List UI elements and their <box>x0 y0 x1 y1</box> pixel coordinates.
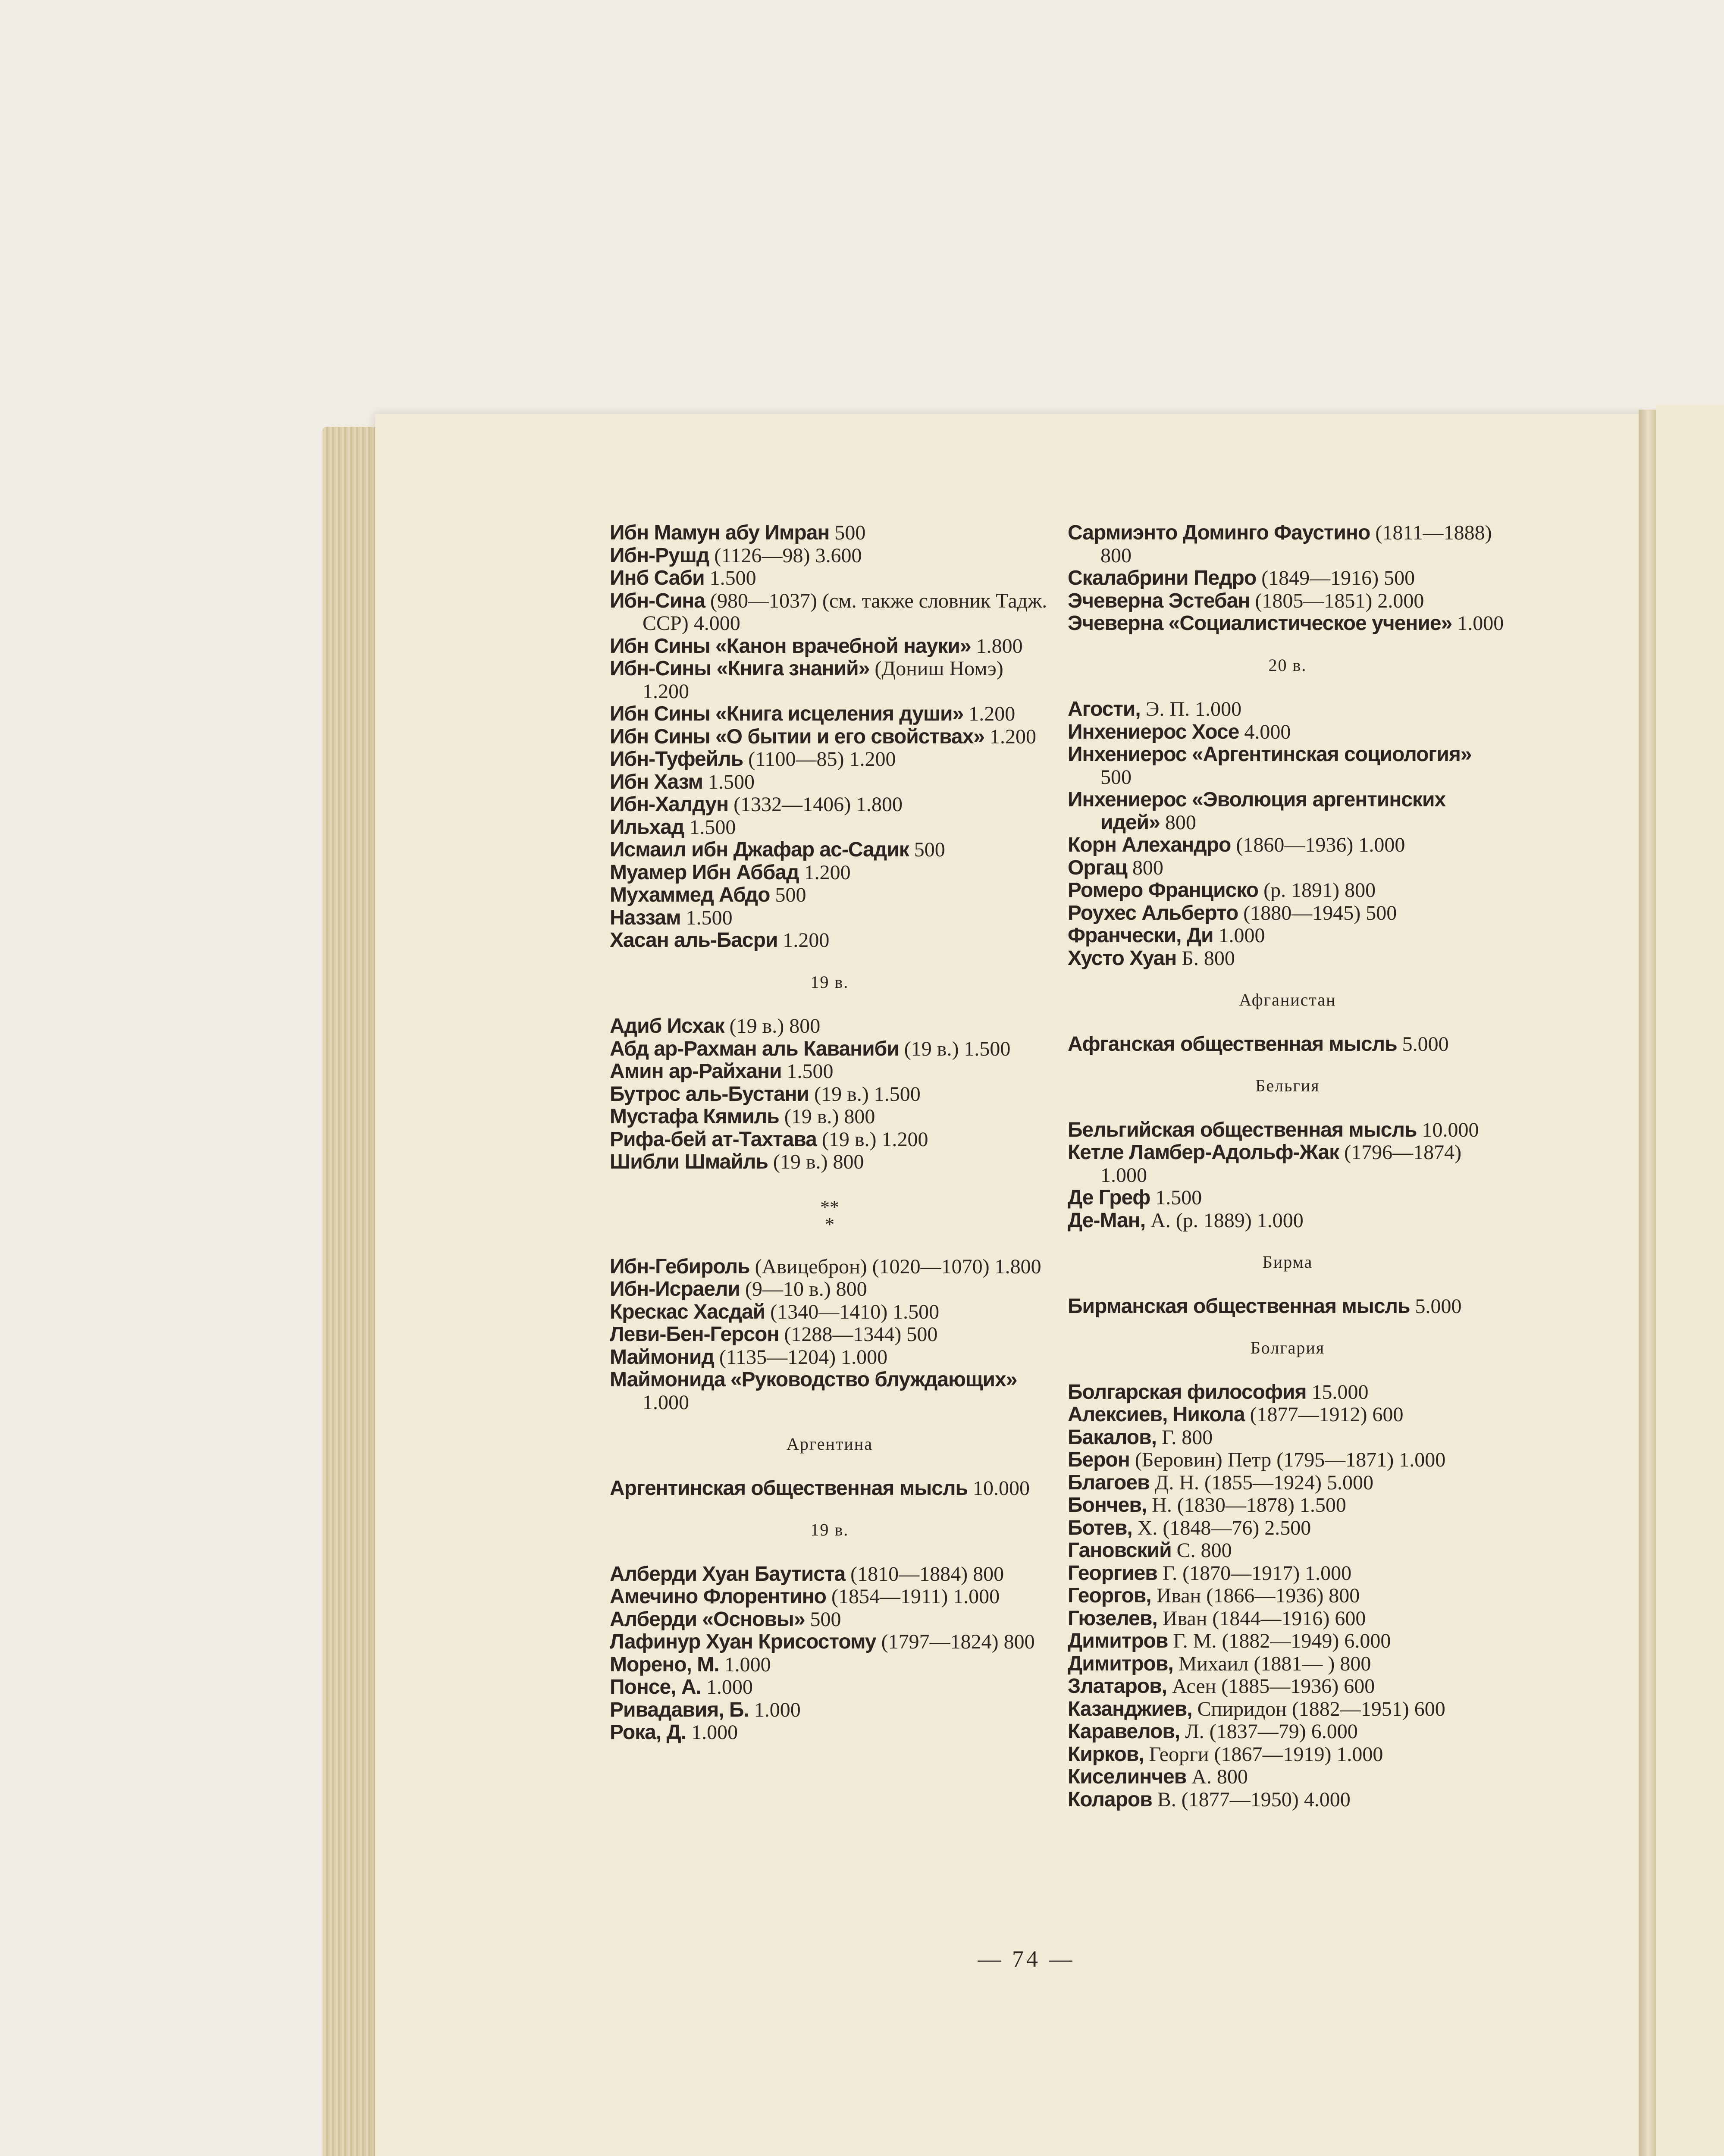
section-heading: Афганистан <box>1239 990 1336 1009</box>
entry-name: Ибн Мамун абу Имран <box>610 521 830 544</box>
index-entry <box>1068 1404 1508 1426</box>
index-entry <box>1068 879 1508 902</box>
entry-details: Н. (1830—1878) 1.500 <box>1152 1494 1346 1517</box>
entry-name: Бельгийская общественная мысль <box>1068 1118 1417 1141</box>
entry-name: Каравелов, <box>1068 1720 1180 1743</box>
entry-details: (Дониш Номэ) 1.200 <box>643 657 1003 703</box>
entry-details: 1.000 <box>754 1698 801 1721</box>
entry-details: 1.000 <box>691 1721 738 1744</box>
entry-details: (1811—1888) 800 <box>1100 521 1492 567</box>
index-entry <box>610 793 1050 816</box>
index-entry <box>610 1128 1050 1151</box>
index-entry <box>1068 789 1508 834</box>
entry-details: 1.200 <box>783 929 830 952</box>
entry-name: Бирманская общественная мысль <box>1068 1294 1410 1318</box>
index-entry <box>1068 1187 1508 1210</box>
entry-name: Ибн-Исраели <box>610 1278 740 1300</box>
entry-name: Инб Саби <box>610 567 705 589</box>
entry-name: Крескас Хасдай <box>610 1300 765 1323</box>
entry-details: Георги (1867—1919) 1.000 <box>1149 1742 1383 1766</box>
entry-name: Алексиев, Никола <box>1068 1403 1245 1426</box>
entry-details: (1288—1344) 500 <box>784 1323 938 1346</box>
entry-name: Маймонид <box>610 1345 714 1369</box>
entry-details: 1.000 <box>1218 924 1265 947</box>
entry-name: Понсе, А. <box>610 1676 701 1698</box>
index-entry <box>610 1676 1050 1699</box>
entry-name: Амечино Флорентино <box>610 1585 826 1608</box>
entry-name: Мухаммед Абдо <box>610 884 770 906</box>
index-entry <box>1068 1698 1508 1721</box>
entry-details: С. 800 <box>1176 1539 1232 1562</box>
entry-details: Л. (1837—79) 6.000 <box>1185 1720 1358 1743</box>
entry-name: Адиб Исхак <box>610 1015 724 1037</box>
index-entry <box>610 1301 1050 1324</box>
index-entry <box>1068 1033 1508 1056</box>
entry-details: (1100—85) 1.200 <box>748 748 896 771</box>
index-entry <box>610 590 1050 635</box>
section-heading: Бельгия <box>1255 1076 1320 1095</box>
index-entry <box>1068 924 1508 947</box>
entry-details: 1.000 <box>706 1676 753 1698</box>
index-entry <box>610 1477 1050 1500</box>
page-number: — 74 — <box>978 1946 1075 1972</box>
entry-name: Гюзелев, <box>1068 1607 1157 1630</box>
entry-name: Ибн-Сины «Книга знаний» <box>610 657 870 680</box>
index-entry <box>610 703 1050 726</box>
index-entry <box>610 771 1050 794</box>
index-entry <box>610 1083 1050 1106</box>
entry-name: Афганская общественная мысль <box>1068 1032 1397 1056</box>
entry-name: Ибн Сины «Канон врачебной науки» <box>610 634 971 658</box>
entry-details: (Авицеброн) (1020—1070) 1.800 <box>755 1255 1041 1278</box>
index-entry <box>610 1654 1050 1677</box>
entry-name: Эчеверна «Социалистическое учение» <box>1068 612 1452 635</box>
index-entry <box>610 1631 1050 1654</box>
entry-details: (19 в.) 1.500 <box>814 1082 921 1106</box>
index-entry <box>1068 1653 1508 1676</box>
index-entry <box>610 1721 1050 1744</box>
entry-name: Бутрос аль-Бустани <box>610 1082 809 1106</box>
index-entry <box>1068 1472 1508 1495</box>
entry-details: (1126—98) 3.600 <box>714 544 862 567</box>
entry-name: Аргентинская общественная мысль <box>610 1476 968 1500</box>
entry-details: Спиридон (1882—1951) 600 <box>1197 1697 1445 1720</box>
index-entry <box>610 1151 1050 1174</box>
entry-name: Ибн-Халдун <box>610 793 729 816</box>
index-entry <box>1068 590 1508 613</box>
entry-details: 500 <box>810 1608 841 1631</box>
entry-details: 10.000 <box>972 1476 1030 1500</box>
entry-details: Э. П. 1.000 <box>1145 698 1242 721</box>
entry-name: Ромеро Франциско <box>1068 879 1259 902</box>
index-entry <box>1068 1585 1508 1608</box>
index-entry <box>1068 947 1508 970</box>
entry-details: Г. М. (1882—1949) 6.000 <box>1173 1630 1391 1652</box>
entry-name: Корн Алехандро <box>1068 834 1231 856</box>
entry-name: Ильхад <box>610 815 684 839</box>
entry-name: Кирков, <box>1068 1742 1144 1766</box>
entry-name: Маймонида «Руководство блуждающих» <box>610 1368 1017 1391</box>
index-entry <box>1068 1675 1508 1698</box>
index-entry <box>1068 1426 1508 1449</box>
index-entry <box>610 635 1050 658</box>
entry-name: Ибн-Гебироль <box>610 1255 750 1278</box>
entry-details: Х. (1848—76) 2.500 <box>1137 1516 1311 1539</box>
entry-name: Ибн Хазм <box>610 770 703 793</box>
index-entry <box>1068 1539 1508 1562</box>
entry-name: Ибн-Сина <box>610 589 705 612</box>
entry-details: (9—10 в.) 800 <box>745 1278 867 1300</box>
entry-name: Ботев, <box>1068 1516 1132 1539</box>
index-entry <box>1068 1766 1508 1789</box>
index-entry <box>610 1256 1050 1279</box>
entry-details: 500 <box>834 521 866 544</box>
entry-details: 10.000 <box>1422 1118 1479 1141</box>
entry-details: 5.000 <box>1415 1294 1462 1318</box>
entry-details: (1797—1824) 800 <box>881 1630 1035 1653</box>
entry-details: (1805—1851) 2.000 <box>1255 589 1424 612</box>
index-entry <box>1068 1119 1508 1142</box>
entry-name: Златаров, <box>1068 1675 1167 1698</box>
index-entry <box>610 567 1050 590</box>
entry-details: 800 <box>1165 811 1196 834</box>
entry-details: 15.000 <box>1311 1380 1369 1404</box>
index-entry <box>610 1278 1050 1301</box>
entry-name: Казанджиев, <box>1068 1697 1192 1720</box>
entry-details: (1810—1884) 800 <box>850 1562 1004 1586</box>
entry-details: (1860—1936) 1.000 <box>1236 834 1405 856</box>
entry-details: 4.000 <box>1244 720 1291 743</box>
entry-name: Лафинур Хуан Крисостому <box>610 1630 876 1653</box>
index-entry <box>610 1369 1050 1414</box>
index-entry <box>1068 902 1508 925</box>
entry-name: Берон <box>1068 1448 1130 1471</box>
index-entry <box>610 1106 1050 1128</box>
entry-details: 1.800 <box>976 634 1023 658</box>
entry-name: Ривадавия, Б. <box>610 1698 749 1721</box>
entry-details: 1.500 <box>709 567 756 589</box>
entry-details: 1.000 <box>724 1653 771 1676</box>
index-entry <box>610 522 1050 545</box>
entry-name: Хусто Хуан <box>1068 946 1177 970</box>
index-entry <box>610 726 1050 749</box>
index-entry <box>1068 1720 1508 1743</box>
entry-details: 500 <box>775 884 806 906</box>
entry-details: Иван (1844—1916) 600 <box>1162 1607 1366 1630</box>
entry-name: Оргац <box>1068 856 1127 879</box>
entry-name: Хасан аль-Басри <box>610 929 778 952</box>
entry-name: Эчеверна Эстебан <box>1068 589 1250 612</box>
entry-name: Исмаил ибн Джафар ас-Садик <box>610 838 909 861</box>
entry-details: (19 в.) 800 <box>773 1150 864 1173</box>
entry-name: Скалабрини Педро <box>1068 567 1257 589</box>
entry-name: Франчески, Ди <box>1068 924 1213 947</box>
entry-details: 1.200 <box>989 725 1036 748</box>
index-entry <box>610 1586 1050 1608</box>
entry-details: Г. (1870—1917) 1.000 <box>1162 1561 1352 1585</box>
entry-name: Ибн-Рушд <box>610 544 709 567</box>
entry-details: (1849—1916) 500 <box>1261 567 1415 589</box>
entry-details: 1.500 <box>1155 1186 1202 1209</box>
entry-name: Ибн Сины «Книга исцеления души» <box>610 702 964 725</box>
index-entry <box>1068 1789 1508 1811</box>
entry-details: (1877—1912) 600 <box>1250 1403 1404 1426</box>
entry-name: Мустафа Кямиль <box>610 1105 779 1128</box>
index-entry <box>1068 1630 1508 1653</box>
index-entry <box>610 748 1050 771</box>
entry-name: Ибн-Туфейль <box>610 748 743 771</box>
index-entry <box>1068 743 1508 789</box>
entry-details: А. (р. 1889) 1.000 <box>1150 1209 1304 1232</box>
entry-name: Сармиэнто Доминго Фаустино <box>1068 521 1370 544</box>
index-entry <box>610 1038 1050 1061</box>
entry-name: Киселинчев <box>1068 1765 1187 1788</box>
entry-details: 1.000 <box>1457 612 1504 635</box>
index-entry <box>610 1060 1050 1083</box>
entry-details: 1.500 <box>787 1060 834 1083</box>
entry-details: (19 в.) 800 <box>784 1105 875 1128</box>
entry-details: (1135—1204) 1.000 <box>719 1345 888 1369</box>
section-heading: Болгария <box>1250 1338 1325 1357</box>
index-entry <box>1068 612 1508 635</box>
entry-name: Морено, М. <box>610 1653 719 1676</box>
index-entry <box>610 658 1050 703</box>
section-heading: 19 в. <box>810 972 849 992</box>
entry-details: 500 <box>1100 765 1132 789</box>
entry-details: (1880—1945) 500 <box>1243 901 1397 924</box>
entry-details: Михаил (1881— ) 800 <box>1178 1652 1371 1675</box>
entry-name: Алберди Хуан Баутиста <box>610 1562 846 1586</box>
entry-details: (Беровин) Петр (1795—1871) 1.000 <box>1135 1448 1446 1471</box>
index-entry <box>610 1563 1050 1586</box>
index-entry <box>610 862 1050 884</box>
section-heading: Бирма <box>1262 1252 1313 1272</box>
entry-name: Муамер Ибн Аббад <box>610 861 799 884</box>
entry-details: 1.000 <box>643 1391 689 1414</box>
entry-details: Г. 800 <box>1161 1426 1213 1449</box>
entry-details: (р. 1891) 800 <box>1263 879 1376 902</box>
entry-details: Д. Н. (1855—1924) 5.000 <box>1154 1471 1373 1494</box>
entry-name: Болгарская философия <box>1068 1380 1307 1404</box>
entry-details: (19 в.) 800 <box>729 1015 821 1037</box>
index-entry <box>1068 698 1508 721</box>
index-entry <box>1068 1449 1508 1472</box>
entry-details: (1340—1410) 1.500 <box>770 1300 940 1323</box>
index-entry <box>1068 1141 1508 1187</box>
index-entry <box>1068 1381 1508 1404</box>
index-entry <box>1068 834 1508 857</box>
entry-details: 1.500 <box>708 770 755 793</box>
index-entry <box>1068 721 1508 744</box>
entry-details: 5.000 <box>1402 1032 1449 1056</box>
entry-name: Бакалов, <box>1068 1426 1157 1449</box>
entry-name: Леви-Бен-Герсон <box>610 1323 779 1346</box>
index-entry <box>1068 1210 1508 1232</box>
entry-name: Димитров, <box>1068 1652 1173 1675</box>
entry-name: Алберди «Основы» <box>610 1608 805 1631</box>
entry-details: 800 <box>1132 856 1163 879</box>
entry-name: Наззам <box>610 906 681 929</box>
entry-name: Инхениерос «Аргентинская социология» <box>1068 743 1472 766</box>
index-entry <box>610 929 1050 952</box>
entry-details: Асен (1885—1936) 600 <box>1172 1675 1375 1698</box>
entry-details: (1796—1874) 1.000 <box>1100 1141 1462 1187</box>
index-entry <box>1068 567 1508 590</box>
entry-name: Ибн Сины «О бытии и его свойствах» <box>610 725 984 748</box>
section-heading: 19 в. <box>810 1520 849 1539</box>
entry-details: (19 в.) 1.200 <box>821 1128 928 1151</box>
index-entry <box>610 907 1050 930</box>
index-entry <box>1068 1743 1508 1766</box>
right-column <box>1068 522 1508 1811</box>
entry-details: 500 <box>914 838 945 861</box>
entry-details: 1.500 <box>689 815 736 839</box>
entry-name: Рока, Д. <box>610 1721 686 1744</box>
index-entry <box>610 816 1050 839</box>
index-entry <box>1068 857 1508 880</box>
entry-name: Георгиев <box>1068 1561 1157 1585</box>
entry-details: (1854—1911) 1.000 <box>831 1585 1000 1608</box>
entry-name: Агости, <box>1068 698 1141 721</box>
section-heading: Аргентина <box>787 1434 873 1454</box>
entry-details: А. 800 <box>1191 1765 1248 1788</box>
index-entry <box>1068 1608 1508 1630</box>
index-entry <box>1068 1562 1508 1585</box>
entry-details: Иван (1866—1936) 800 <box>1156 1584 1360 1607</box>
entry-name: Де Греф <box>1068 1186 1150 1209</box>
entry-name: Кетле Ламбер-Адольф-Жак <box>1068 1141 1339 1164</box>
index-entry <box>1068 1517 1508 1540</box>
index-entry <box>610 1608 1050 1631</box>
entry-name: Абд ар-Рахман аль Каваниби <box>610 1037 899 1060</box>
index-entry <box>610 1699 1050 1722</box>
index-entry <box>1068 1295 1508 1318</box>
entry-details: (19 в.) 1.500 <box>904 1037 1011 1060</box>
entry-name: Бончев, <box>1068 1494 1147 1517</box>
entry-details: 1.200 <box>969 702 1016 725</box>
entry-name: Димитров <box>1068 1630 1168 1652</box>
index-entry <box>610 545 1050 567</box>
entry-name: Коларов <box>1068 1788 1152 1811</box>
index-entry <box>610 839 1050 862</box>
index-entry <box>1068 522 1508 567</box>
entry-details: (1332—1406) 1.800 <box>733 793 903 816</box>
section-heading: 20 в. <box>1268 655 1307 675</box>
asterism-separator: ** * <box>820 1196 839 1235</box>
index-entry <box>610 1346 1050 1369</box>
entry-name: Георгов, <box>1068 1584 1151 1607</box>
next-page-edge <box>1656 405 1724 2156</box>
entry-details: В. (1877—1950) 4.000 <box>1157 1788 1351 1811</box>
index-entry <box>610 1323 1050 1346</box>
index-entry <box>1068 1494 1508 1517</box>
entry-name: Инхениерос Хосе <box>1068 720 1239 743</box>
left-column <box>610 522 1050 1744</box>
entry-name: Рифа-бей ат-Тахтава <box>610 1128 817 1151</box>
entry-details: Б. 800 <box>1182 946 1235 970</box>
entry-details: 1.500 <box>686 906 733 929</box>
entry-name: Де-Ман, <box>1068 1209 1146 1232</box>
entry-name: Гановский <box>1068 1539 1172 1562</box>
entry-name: Инхениерос «Эволюция аргентинских идей» <box>1068 788 1446 834</box>
index-entry <box>610 884 1050 907</box>
entry-details: (980—1037) (см. также словник Тадж. ССР) 4.000 <box>643 589 1047 635</box>
entry-name: Роухес Альберто <box>1068 901 1238 924</box>
entry-name: Шибли Шмайль <box>610 1150 768 1173</box>
entry-name: Благоев <box>1068 1471 1150 1494</box>
book-spine <box>1639 410 1656 2156</box>
entry-details: 1.200 <box>804 861 851 884</box>
entry-name: Амин ар-Райхани <box>610 1060 782 1083</box>
index-entry <box>610 1015 1050 1038</box>
